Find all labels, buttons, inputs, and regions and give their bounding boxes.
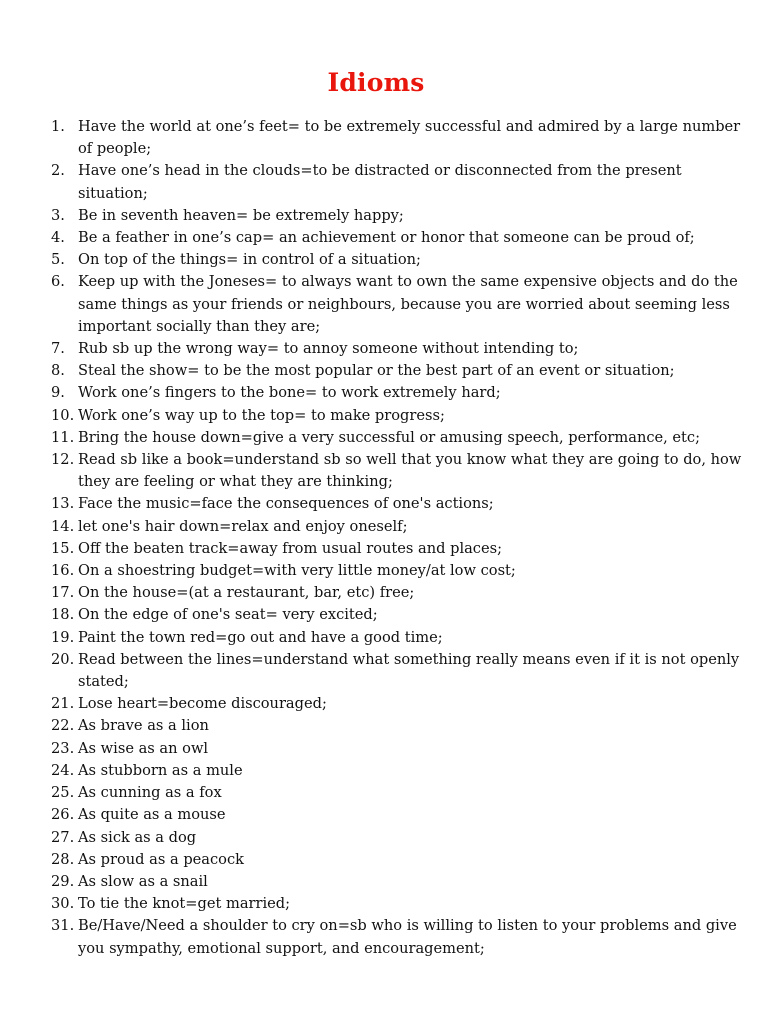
list-item-number: 31. <box>51 917 75 935</box>
list-item-number: 6. <box>51 273 65 291</box>
list-item <box>0 227 768 249</box>
idiom-list <box>0 116 768 960</box>
list-item <box>0 116 768 160</box>
list-item <box>0 893 768 915</box>
list-item-text: Work one’s way up to the top= to make progress; <box>78 406 445 424</box>
list-item <box>0 715 768 737</box>
list-item-text: Have one’s head in the clouds=to be distracted or disconnected from the present situation; <box>78 162 682 202</box>
list-item-number: 3. <box>51 206 65 224</box>
list-item <box>0 782 768 804</box>
list-item-number: 12. <box>51 451 75 469</box>
list-item-text: Lose heart=become discouraged; <box>78 695 327 713</box>
list-item <box>0 804 768 826</box>
list-item-text: Work one’s fingers to the bone= to work extremely hard; <box>78 384 501 402</box>
list-item-number: 27. <box>51 828 75 846</box>
list-item <box>0 760 768 782</box>
list-item-number: 4. <box>51 229 65 247</box>
list-item-text: Off the beaten track=away from usual routes and places; <box>78 539 503 557</box>
list-item <box>0 604 768 626</box>
list-item-text: Face the music=face the consequences of one's actions; <box>78 495 494 513</box>
list-item <box>0 160 768 204</box>
list-item-number: 28. <box>51 850 75 868</box>
list-item-number: 5. <box>51 251 65 269</box>
list-item <box>0 249 768 271</box>
list-item <box>0 560 768 582</box>
list-item-number: 22. <box>51 717 75 735</box>
list-item-number: 13. <box>51 495 75 513</box>
list-item-text: Be/Have/Need a shoulder to cry on=sb who is willing to listen to your problems and give you sympathy, emotional support, and encouragement; <box>78 917 737 957</box>
list-item-text: On a shoestring budget=with very little money/at low cost; <box>78 562 516 580</box>
list-item-number: 2. <box>51 162 65 180</box>
list-item <box>0 582 768 604</box>
list-item-text: As proud as a peacock <box>78 850 244 868</box>
list-item-number: 8. <box>51 362 65 380</box>
list-item-number: 26. <box>51 806 75 824</box>
list-item-text: Have the world at one’s feet= to be extremely successful and admired by a large number of people; <box>78 118 741 158</box>
list-item <box>0 627 768 649</box>
list-item <box>0 338 768 360</box>
list-item-number: 14. <box>51 517 75 535</box>
list-item-number: 17. <box>51 584 75 602</box>
list-item-text: On top of the things= in control of a situation; <box>78 251 421 269</box>
list-item-number: 1. <box>51 118 65 135</box>
list-item-text: Bring the house down=give a very successful or amusing speech, performance, etc; <box>78 428 701 446</box>
list-item-text: Be a feather in one’s cap= an achievement or honor that someone can be proud of; <box>78 229 695 247</box>
list-item <box>0 493 768 515</box>
list-item-text: Be in seventh heaven= be extremely happy; <box>78 206 404 224</box>
list-item <box>0 915 768 959</box>
list-item-text: Keep up with the Joneses= to always want to own the same expensive objects and do the same things as your friends or neighbours, because you are worried about seeming less important socially than they are; <box>78 273 738 335</box>
list-item-text: Read sb like a book=understand sb so well that you know what they are going to do, how they are feeling or what they are thinking; <box>78 451 742 491</box>
list-item-text: As stubborn as a mule <box>78 761 243 779</box>
list-item-text: As sick as a dog <box>78 828 197 846</box>
list-item <box>0 405 768 427</box>
list-item-text: To tie the knot=get married; <box>78 895 291 913</box>
list-item-number: 29. <box>51 872 75 890</box>
list-item <box>0 449 768 493</box>
list-item <box>0 427 768 449</box>
list-item-number: 25. <box>51 784 75 802</box>
list-item <box>0 538 768 560</box>
list-item-number: 16. <box>51 562 75 580</box>
list-item-number: 30. <box>51 895 75 913</box>
list-item-number: 9. <box>51 384 65 402</box>
list-item-number: 7. <box>51 340 65 358</box>
list-item-number: 21. <box>51 695 75 713</box>
list-item-text: As wise as an owl <box>78 739 209 757</box>
list-item-text: Rub sb up the wrong way= to annoy someone without intending to; <box>78 340 579 358</box>
list-item <box>0 738 768 760</box>
list-item <box>0 205 768 227</box>
list-item-number: 15. <box>51 539 75 557</box>
list-item-text: On the edge of one's seat= very excited; <box>78 606 378 624</box>
list-item-number: 24. <box>51 761 75 779</box>
list-item <box>0 271 768 338</box>
list-item-text: As cunning as a fox <box>78 784 222 802</box>
page-title: Idioms <box>327 68 425 97</box>
list-item <box>0 516 768 538</box>
list-item-text: As brave as a lion <box>78 717 209 735</box>
list-item-text: As slow as a snail <box>78 872 208 890</box>
list-item-text: As quite as a mouse <box>78 806 226 824</box>
list-item-text: On the house=(at a restaurant, bar, etc) free; <box>78 584 415 602</box>
list-item <box>0 382 768 404</box>
list-item-number: 20. <box>51 650 75 668</box>
list-item-number: 23. <box>51 739 75 757</box>
list-item <box>0 871 768 893</box>
list-item <box>0 360 768 382</box>
list-item-text: Paint the town red=go out and have a good time; <box>78 628 443 646</box>
list-item-number: 10. <box>51 406 75 424</box>
list-item-text: let one's hair down=relax and enjoy oneself; <box>78 517 408 535</box>
list-item-number: 19. <box>51 628 75 646</box>
list-item <box>0 849 768 871</box>
list-item <box>0 649 768 693</box>
list-item-text: Steal the show= to be the most popular or the best part of an event or situation; <box>78 362 675 380</box>
list-item <box>0 693 768 715</box>
list-item <box>0 827 768 849</box>
list-item-text: Read between the lines=understand what something really means even if it is not openly stated; <box>78 650 740 691</box>
list-item-number: 18. <box>51 606 75 624</box>
list-item-number: 11. <box>51 428 75 446</box>
